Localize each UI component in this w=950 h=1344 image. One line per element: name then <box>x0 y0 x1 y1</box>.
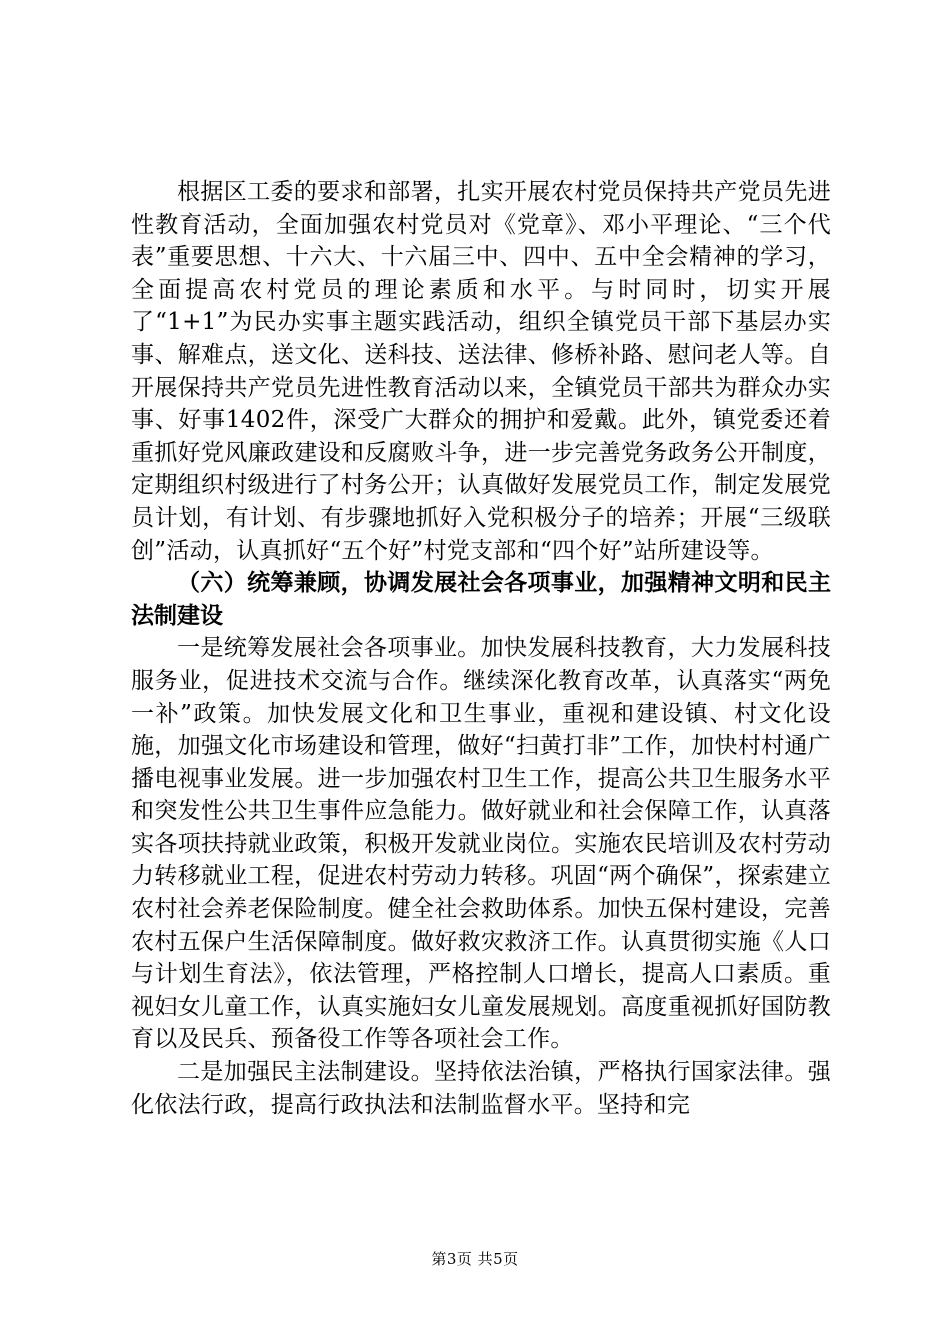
page-footer: 第3页 共5页 <box>431 1250 519 1268</box>
body-paragraph-social-affairs: 一是统筹发展社会各项事业。加快发展科技教育，大力发展科技服务业，促进技术交流与合作。继续深化教育改革，认真落实“两免一补”政策。加快发展文化和卫生事业，重视和建设镇、村文化设施，加强文化市场建设和管理，做好“扫黄打非”工作，加快村村通广播电视事业发展。进一步加强农村卫生工作，提高公共卫生服务水平和突发性公共卫生事件应急能力。做好就业和社会保障工作，认真落实各项扶持就业政策，积极开发就业岗位。实施农民培训及农村劳动力转移就业工程，促进农村劳动力转移。巩固“两个确保”，探索建立农村社会养老保险制度。健全社会救助体系。加快五保村建设，完善农村五保户生活保障制度。做好救灾救济工作。认真贯彻实施《人口与计划生育法》，依法管理，严格控制人口增长，提高人口素质。重视妇女儿童工作，认真实施妇女儿童发展规划。高度重视抓好国防教育以及民兵、预备役工作等各项社会工作。 <box>131 635 831 1053</box>
section-heading-6: （六）统筹兼顾，协调发展社会各项事业，加强精神文明和民主法制建设 <box>131 570 831 629</box>
document-body <box>131 176 831 1121</box>
body-paragraph-legal-construction: 二是加强民主法制建设。坚持依法治镇，严格执行国家法律。强化依法行政，提高行政执法和法制监督水平。坚持和完 <box>131 1059 831 1118</box>
body-paragraph-party-education: 根据区工委的要求和部署，扎实开展农村党员保持共产党员先进性教育活动，全面加强农村党员对《党章》、邓小平理论、“三个代表”重要思想、十六大、十六届三中、四中、五中全会精神的学习，全面提高农村党员的理论素质和水平。与时同时，切实开展了“1+1”为民办实事主题实践活动，组织全镇党员干部下基层办实事、解难点，送文化、送科技、送法律、修桥补路、慰问老人等。自开展保持共产党员先进性教育活动以来，全镇党员干部共为群众办实事、好事1402件，深受广大群众的拥护和爱戴。此外，镇党委还着重抓好党风廉政建设和反腐败斗争，进一步完善党务政务公开制度，定期组织村级进行了村务公开；认真做好发展党员工作，制定发展党员计划，有计划、有步骤地抓好入党积极分子的培养；开展“三级联创”活动，认真抓好“五个好”村党支部和“四个好”站所建设等。 <box>131 179 831 564</box>
